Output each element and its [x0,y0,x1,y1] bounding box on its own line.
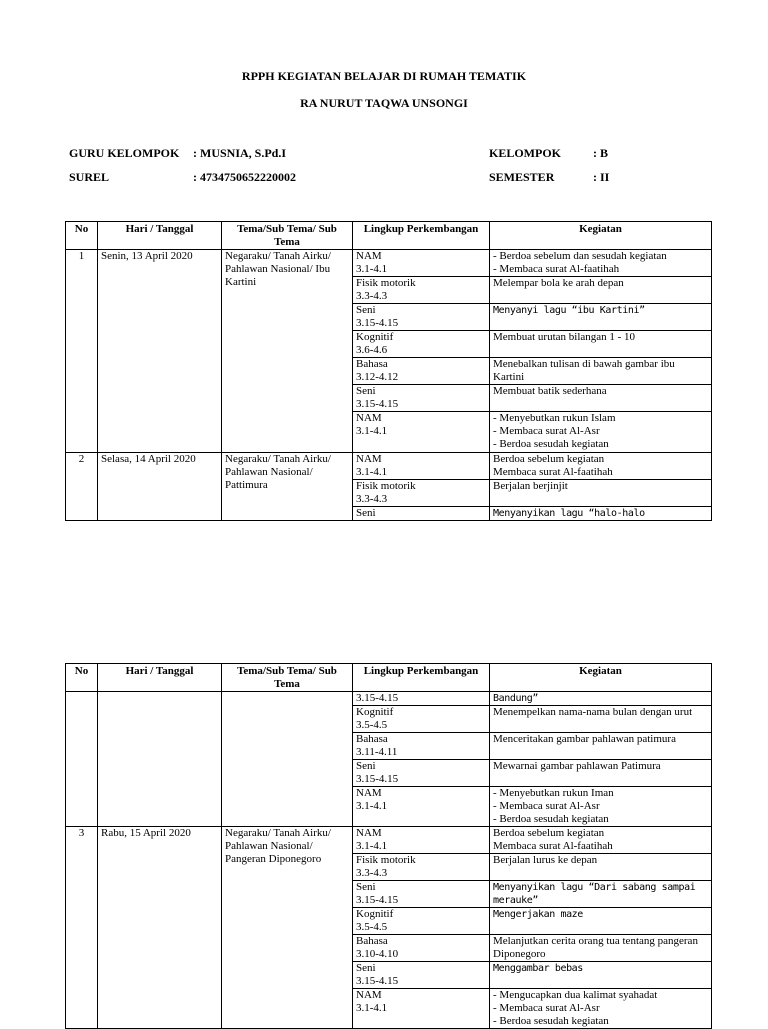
kegiatan-cell: Menceritakan gambar pahlawan patimura [490,733,712,760]
kegiatan-cell: Menyanyikan lagu “Dari sabang sampai merauke” [490,881,712,908]
header-kegiatan: Kegiatan [490,222,712,250]
header-lingkup: Lingkup Perkembangan [353,664,490,692]
header-date: Hari / Tanggal [98,664,222,692]
lingkup-cell: Fisik motorik 3.3-4.3 [353,480,490,507]
lingkup-cell: NAM 3.1-4.1 [353,250,490,277]
kegiatan-cell: Berdoa sebelum kegiatan Membaca surat Al-faatihah [490,827,712,854]
day-number: 2 [66,453,98,521]
kegiatan-cell: Melanjutkan cerita orang tua tentang pangeran Diponegoro [490,935,712,962]
header-date: Hari / Tanggal [98,222,222,250]
table-row [66,453,712,480]
header-no: No [66,664,98,692]
lingkup-cell: NAM 3.1-4.1 [353,827,490,854]
kegiatan-cell: Mewarnai gambar pahlawan Patimura [490,760,712,787]
header-tema: Tema/Sub Tema/ Sub Tema [222,222,353,250]
lingkup-cell: Kognitif 3.6-4.6 [353,331,490,358]
kegiatan-cell: Berdoa sebelum kegiatan Membaca surat Al-faatihah [490,453,712,480]
kegiatan-cell: Bandung” [490,692,712,706]
lingkup-cell: Fisik motorik 3.3-4.3 [353,854,490,881]
lingkup-cell: Kognitif 3.5-4.5 [353,706,490,733]
day-date: Senin, 13 April 2020 [98,250,222,453]
rpph-table-2 [65,663,712,1029]
kegiatan-cell: Mengerjakan maze [490,908,712,935]
lingkup-cell: NAM 3.1-4.1 [353,412,490,453]
continued-theme-cell [222,692,353,827]
table-row [66,250,712,277]
kegiatan-cell: Menyanyi lagu “ibu Kartini” [490,304,712,331]
kelompok-value: : B [593,146,608,160]
lingkup-cell: Seni [353,507,490,521]
semester-value: : II [593,170,610,184]
day-number: 3 [66,827,98,1029]
lingkup-cell: Fisik motorik 3.3-4.3 [353,277,490,304]
kegiatan-cell: - Menyebutkan rukun Iman - Membaca surat Al-Asr - Berdoa sesudah kegiatan [490,787,712,827]
lingkup-cell: Seni 3.15-4.15 [353,881,490,908]
header-tema: Tema/Sub Tema/ Sub Tema [222,664,353,692]
surel-value: : 4734750652220002 [193,170,296,184]
lingkup-cell: NAM 3.1-4.1 [353,453,490,480]
kegiatan-cell: Berjalan berjinjit [490,480,712,507]
kegiatan-cell: Membuat batik sederhana [490,385,712,412]
guru-label: GURU KELOMPOK [69,146,180,160]
lingkup-cell: Bahasa 3.12-4.12 [353,358,490,385]
rpph-table-1 [65,221,712,521]
lingkup-cell: NAM 3.1-4.1 [353,989,490,1029]
lingkup-cell: Seni 3.15-4.15 [353,304,490,331]
lingkup-cell: Bahasa 3.11-4.11 [353,733,490,760]
lingkup-cell: NAM 3.1-4.1 [353,787,490,827]
school-name: RA NURUT TAQWA UNSONGI [300,96,468,110]
continued-no-cell [66,692,98,827]
day-theme: Negaraku/ Tanah Airku/ Pahlawan Nasional/ Ibu Kartini [222,250,353,453]
lingkup-cell: Bahasa 3.10-4.10 [353,935,490,962]
lingkup-cell: Kognitif 3.5-4.5 [353,908,490,935]
table-row [66,692,712,706]
day-number: 1 [66,250,98,453]
header-kegiatan: Kegiatan [490,664,712,692]
kegiatan-cell: Membuat urutan bilangan 1 - 10 [490,331,712,358]
table-header-row [66,664,712,692]
lingkup-cell: Seni 3.15-4.15 [353,962,490,989]
kegiatan-cell: - Mengucapkan dua kalimat syahadat - Membaca surat Al-Asr - Berdoa sesudah kegiatan [490,989,712,1029]
kegiatan-cell: Menggambar bebas [490,962,712,989]
lingkup-cell: Seni 3.15-4.15 [353,760,490,787]
header-lingkup: Lingkup Perkembangan [353,222,490,250]
table-row [66,827,712,854]
surel-label: SUREL [69,170,110,184]
day-theme: Negaraku/ Tanah Airku/ Pahlawan Nasional/ Pangeran Diponegoro [222,827,353,1029]
kegiatan-cell: Menempelkan nama-nama bulan dengan urut [490,706,712,733]
lingkup-cell: Seni 3.15-4.15 [353,385,490,412]
kegiatan-cell: Menebalkan tulisan di bawah gambar ibu Kartini [490,358,712,385]
day-date: Rabu, 15 April 2020 [98,827,222,1029]
kelompok-label: KELOMPOK [489,146,561,160]
day-theme: Negaraku/ Tanah Airku/ Pahlawan Nasional/ Pattimura [222,453,353,521]
table-header-row [66,222,712,250]
kegiatan-cell: - Berdoa sebelum dan sesudah kegiatan - Membaca surat Al-faatihah [490,250,712,277]
document-title: RPPH KEGIATAN BELAJAR DI RUMAH TEMATIK [241,69,527,83]
kegiatan-cell: Menyanyikan lagu “halo-halo [490,507,712,521]
kegiatan-cell: - Menyebutkan rukun Islam - Membaca surat Al-Asr - Berdoa sesudah kegiatan [490,412,712,453]
semester-label: SEMESTER [489,170,555,184]
lingkup-cell: 3.15-4.15 [353,692,490,706]
day-date: Selasa, 14 April 2020 [98,453,222,521]
guru-value: : MUSNIA, S.Pd.I [193,146,287,160]
continued-date-cell [98,692,222,827]
header-no: No [66,222,98,250]
kegiatan-cell: Melempar bola ke arah depan [490,277,712,304]
kegiatan-cell: Berjalan lurus ke depan [490,854,712,881]
